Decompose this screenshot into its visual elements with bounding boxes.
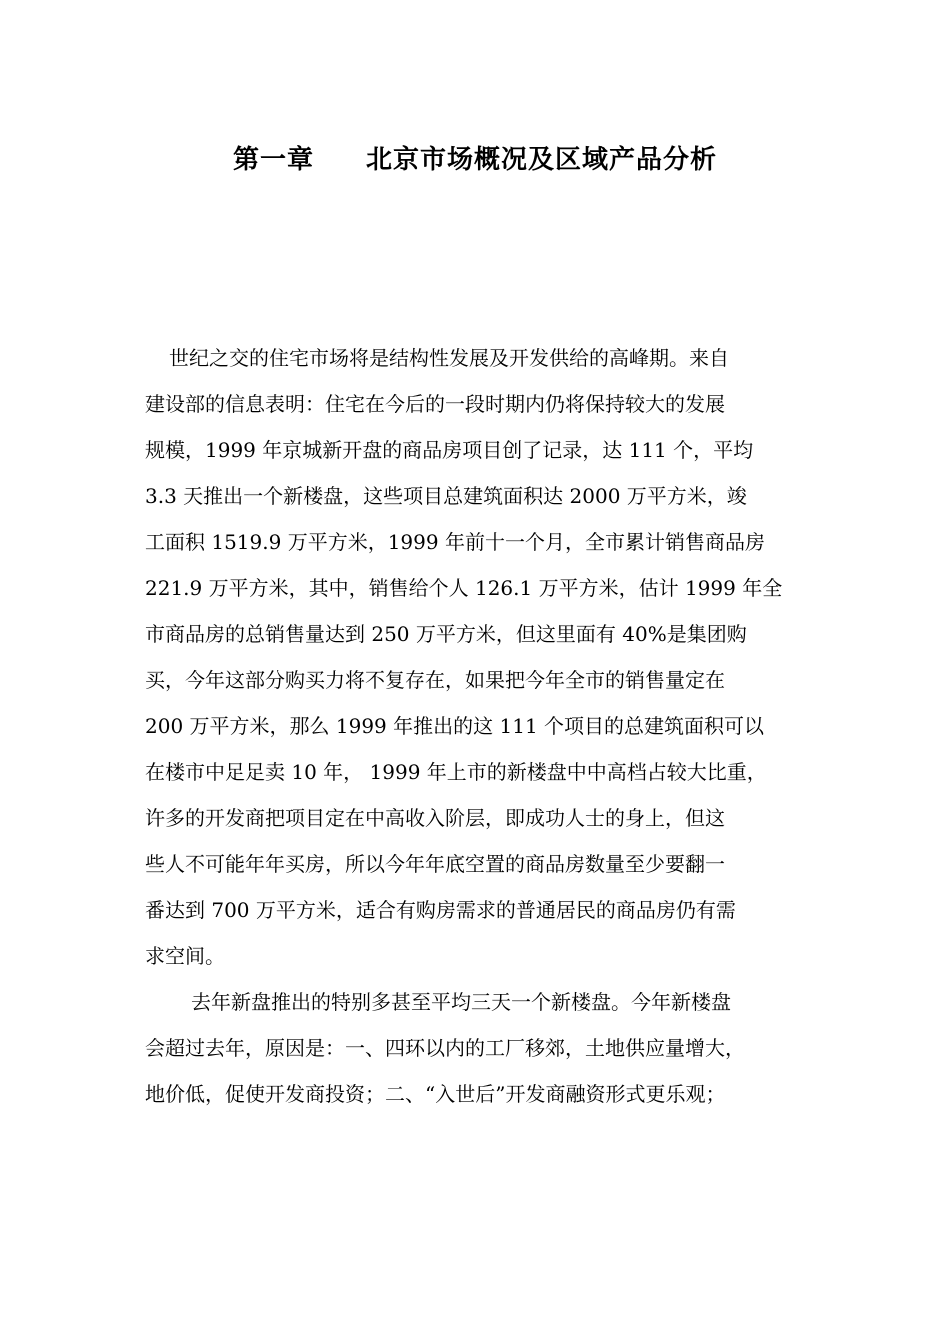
- paragraph-1-line: 工面积 1519.9 万平方米，1999 年前十一个月，全市累计销售商品房: [145, 530, 765, 554]
- paragraph-1-line: 3.3 天推出一个新楼盘，这些项目总建筑面积达 2000 万平方米，竣: [145, 484, 747, 508]
- paragraph-1-line: 221.9 万平方米，其中，销售给个人 126.1 万平方米，估计 1999 年全: [145, 576, 783, 600]
- paragraph-1-line: 建设部的信息表明：住宅在今后的一段时期内仍将保持较大的发展: [145, 392, 725, 416]
- paragraph-1-line: 在楼市中足足卖 10 年， 1999 年上市的新楼盘中中高档占较大比重，: [145, 760, 767, 784]
- paragraph-1-line: 200 万平方米，那么 1999 年推出的这 111 个项目的总建筑面积可以: [145, 714, 765, 738]
- paragraph-1-line: 些人不可能年年买房，所以今年年底空置的商品房数量至少要翻一: [145, 852, 725, 876]
- paragraph-2-line: 会超过去年，原因是：一、四环以内的工厂移郊，土地供应量增大，: [145, 1036, 745, 1060]
- chapter-number: 第一章: [232, 145, 314, 175]
- paragraph-1-line: 规模，1999 年京城新开盘的商品房项目创了记录，达 111 个，平均: [145, 438, 754, 462]
- paragraph-1-line: 世纪之交的住宅市场将是结构性发展及开发供给的高峰期。来自: [169, 346, 729, 370]
- paragraph-1-line: 番达到 700 万平方米，适合有购房需求的普通居民的商品房仍有需: [145, 898, 736, 922]
- paragraph-2-line: 去年新盘推出的特别多甚至平均三天一个新楼盘。今年新楼盘: [191, 990, 731, 1014]
- paragraph-1-line: 市商品房的总销售量达到 250 万平方米，但这里面有 40%是集团购: [145, 622, 747, 646]
- chapter-heading: 北京市场概况及区域产品分析: [366, 145, 718, 175]
- paragraph-1-line: 许多的开发商把项目定在中高收入阶层，即成功人士的身上，但这: [145, 806, 725, 830]
- paragraph-1-line: 求空间。: [145, 944, 225, 968]
- chapter-title: [0, 140, 950, 180]
- paragraph-2-line: 地价低，促使开发商投资；二、“入世后”开发商融资形式更乐观；: [145, 1082, 726, 1106]
- body-text: [145, 335, 815, 1117]
- paragraph-1-line: 买，今年这部分购买力将不复存在，如果把今年全市的销售量定在: [145, 668, 725, 692]
